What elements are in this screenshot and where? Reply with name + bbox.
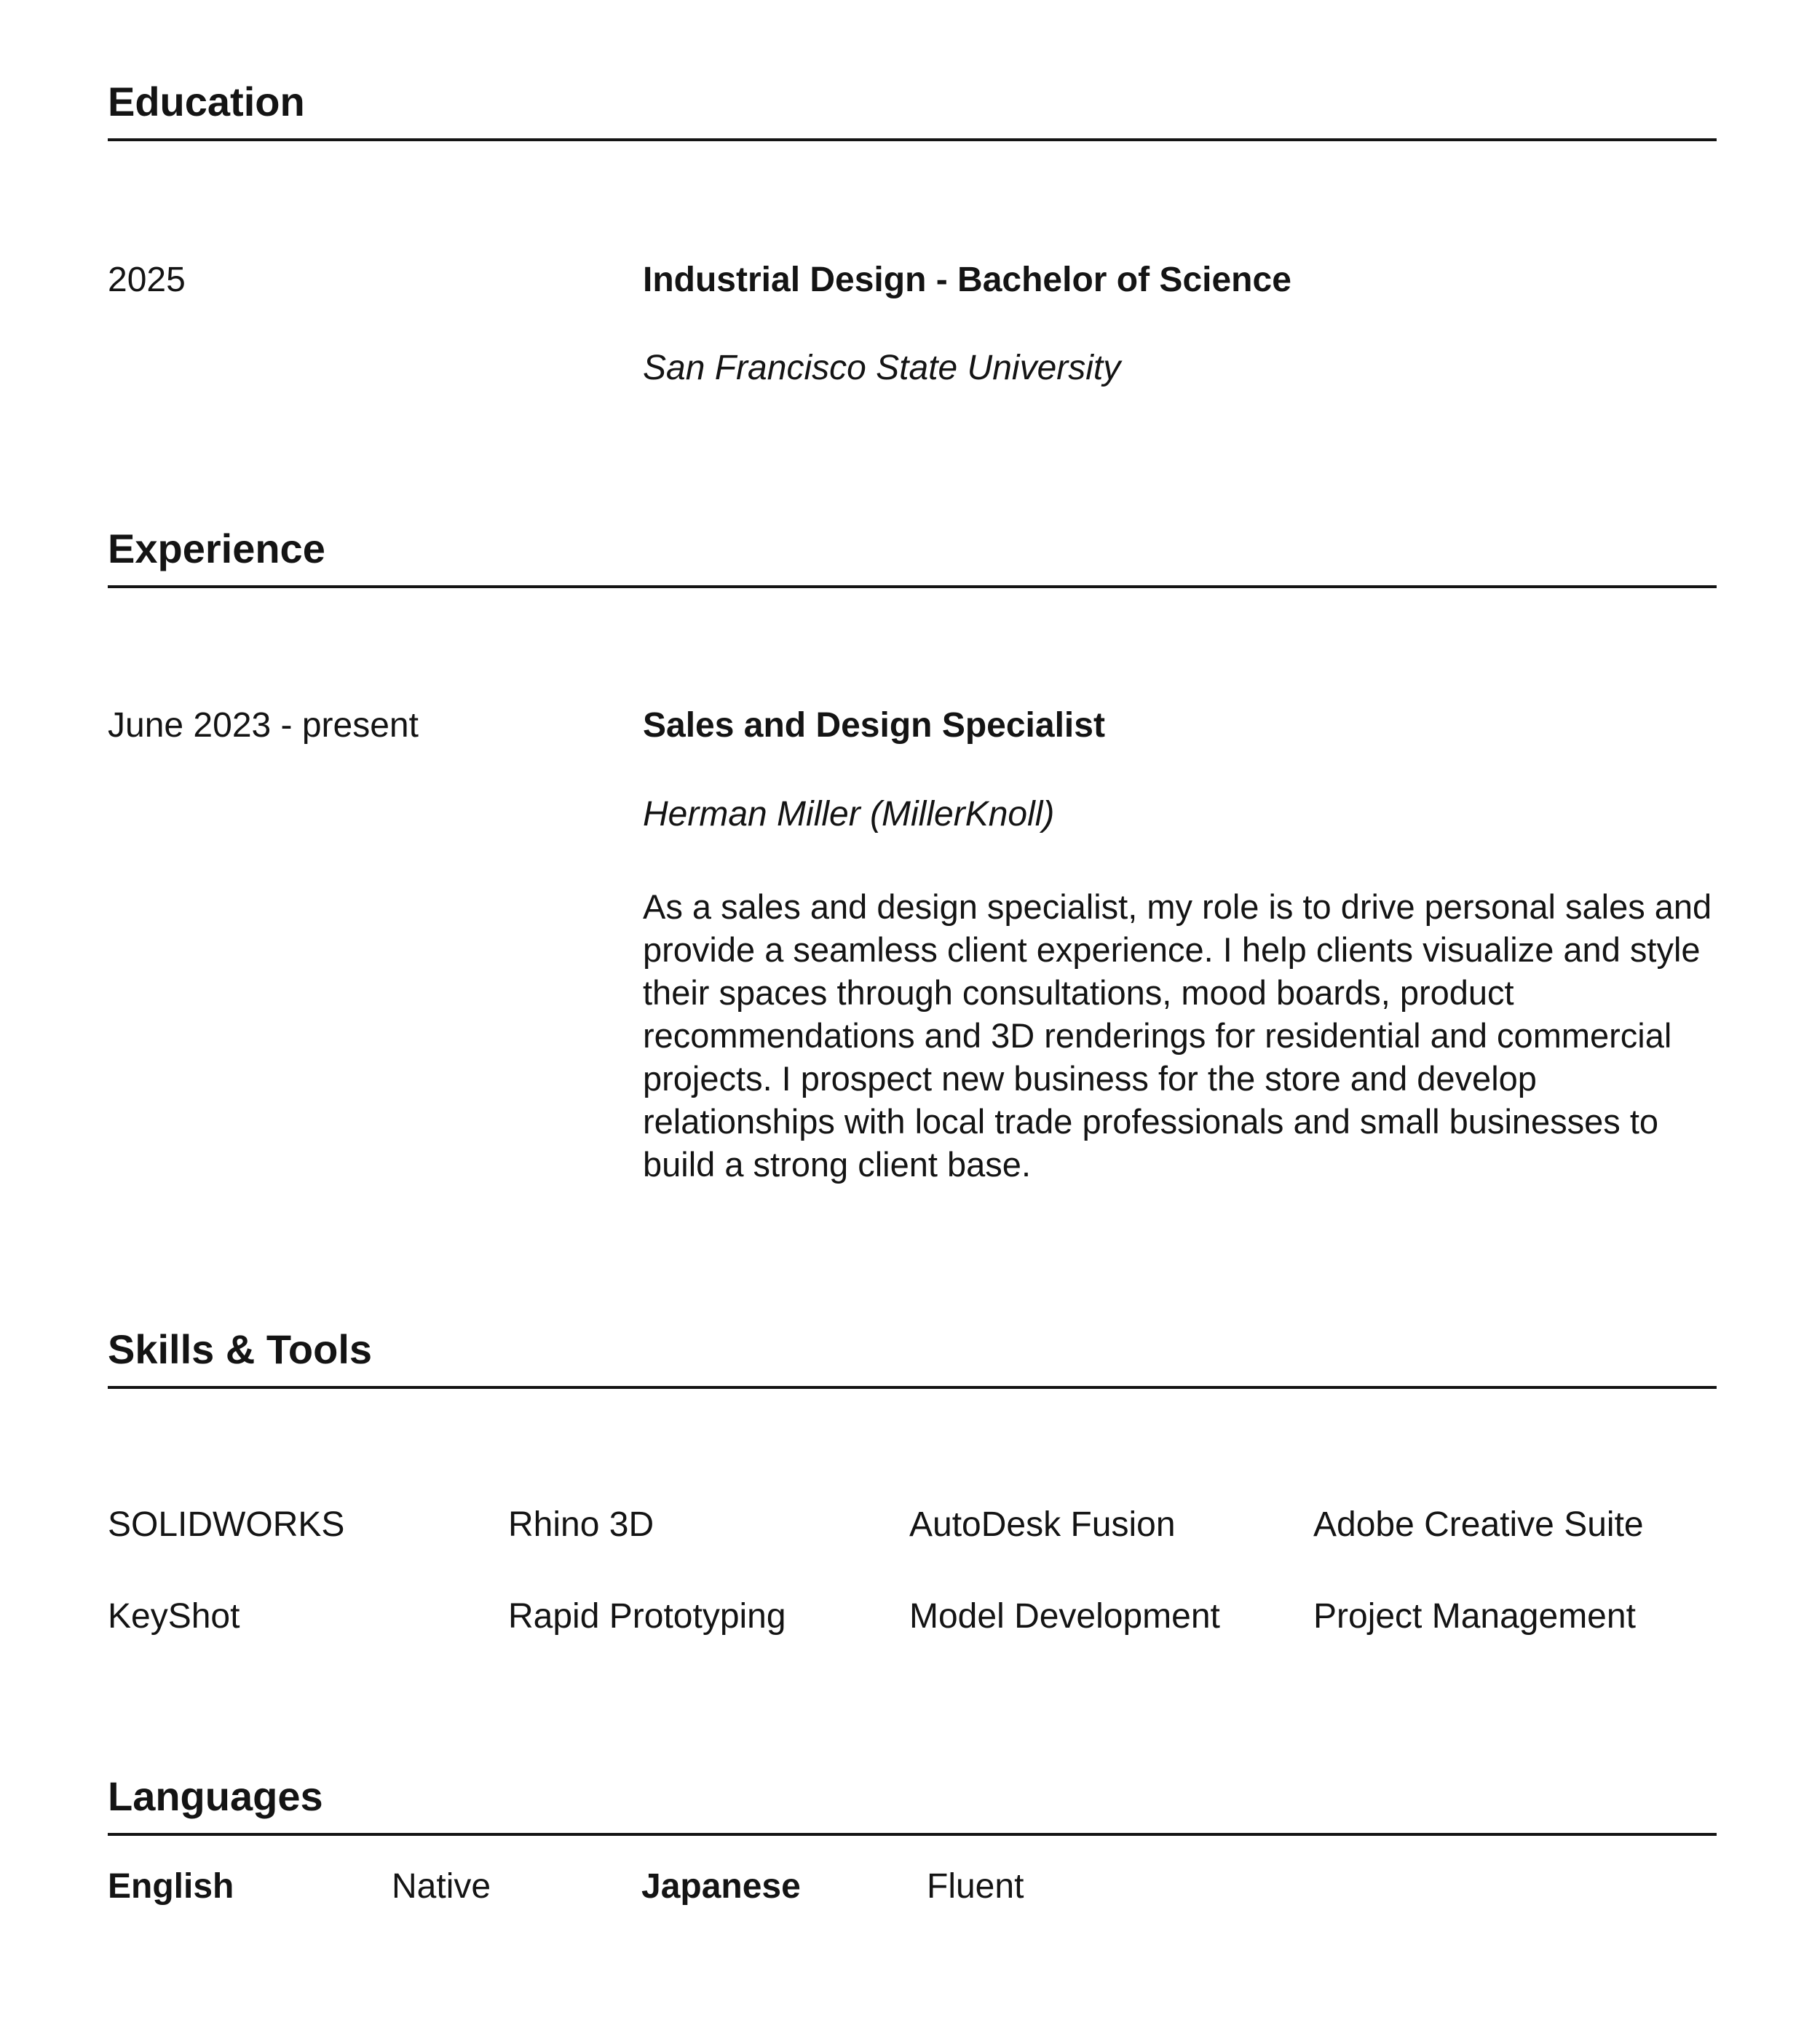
skills-divider [108, 1386, 1717, 1389]
experience-divider [108, 585, 1717, 588]
skill-item: Project Management [1313, 1597, 1636, 1636]
language-name: English [108, 1867, 234, 1906]
language-level: Native [392, 1867, 491, 1906]
skill-item: Rapid Prototyping [508, 1597, 786, 1636]
education-institution: San Francisco State University [643, 349, 1121, 387]
language-level: Fluent [927, 1867, 1024, 1906]
experience-heading: Experience [108, 526, 325, 571]
skills-heading: Skills & Tools [108, 1326, 373, 1372]
education-divider [108, 138, 1717, 141]
skill-item: AutoDesk Fusion [909, 1505, 1176, 1544]
skill-item: KeyShot [108, 1597, 240, 1636]
skill-item: Adobe Creative Suite [1313, 1505, 1644, 1544]
languages-heading: Languages [108, 1773, 323, 1819]
skill-item: Rhino 3D [508, 1505, 654, 1544]
skill-item: SOLIDWORKS [108, 1505, 345, 1544]
education-heading: Education [108, 79, 305, 124]
experience-job-title: Sales and Design Specialist [643, 706, 1105, 745]
experience-description: As a sales and design specialist, my role is to drive personal sales and provide a seamless client experience. I help clients visualize and style their spaces through consultations, mood boards, product recommendations and 3D renderings for residential and commercial projects. I prospect new business for the store and develop relationships with local trade professionals and small businesses to build a strong client base. [643, 887, 1712, 1184]
languages-divider [108, 1833, 1717, 1836]
language-name: Japanese [641, 1867, 801, 1906]
education-date: 2025 [108, 261, 186, 299]
experience-date: June 2023 - present [108, 706, 419, 745]
skill-item: Model Development [909, 1597, 1220, 1636]
education-degree: Industrial Design - Bachelor of Science [643, 261, 1291, 299]
experience-company: Herman Miller (MillerKnoll) [643, 795, 1055, 833]
